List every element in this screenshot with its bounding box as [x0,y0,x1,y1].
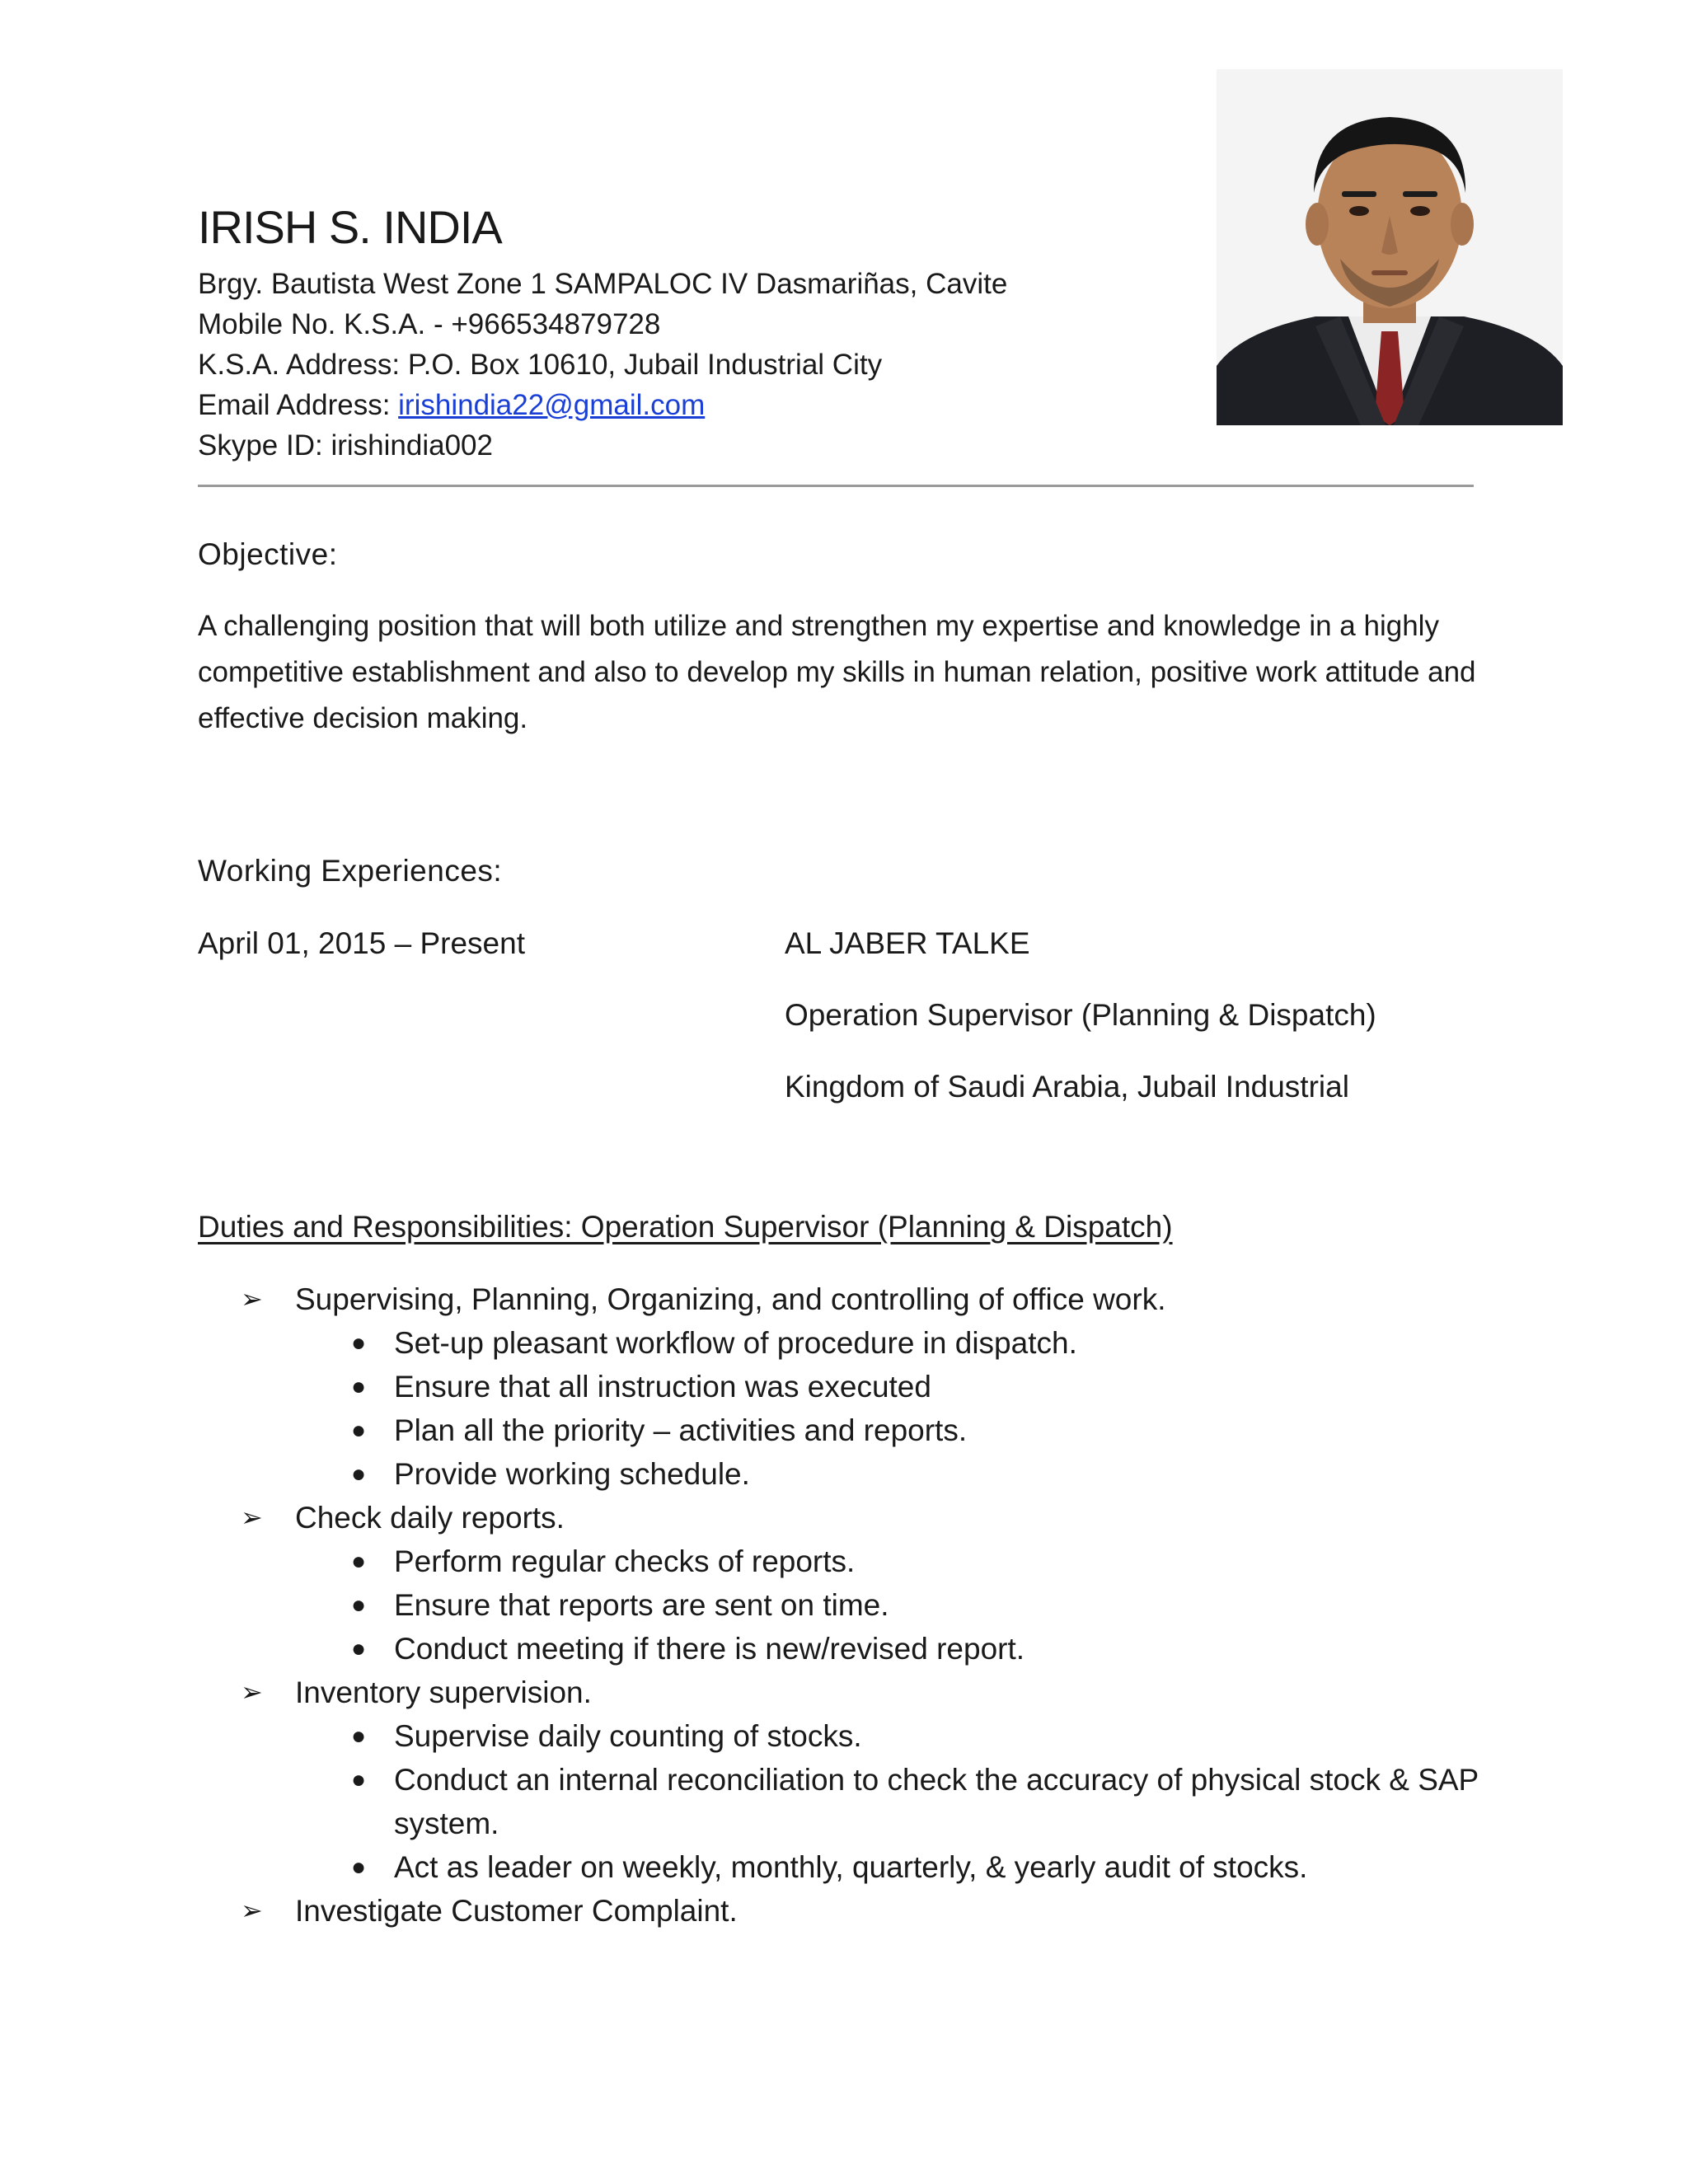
bullet-icon: ● [351,1722,367,1750]
sub-list [198,1714,1484,1889]
duty-text: Check daily reports. [295,1501,565,1535]
arrow-bullet-icon: ➢ [241,1896,263,1925]
bullet-icon: ● [351,1417,367,1444]
sub-item [198,1714,1484,1758]
duty-item [198,1671,1484,1714]
sub-item [198,1452,1484,1496]
bullet-icon: ● [351,1373,367,1400]
duties-heading: Duties and Responsibilities: Operation Supervisor (Planning & Dispatch) [198,1210,1173,1244]
sub-item-text: Provide working schedule. [394,1457,750,1491]
duty-item [198,1496,1484,1540]
sub-list [198,1321,1484,1496]
experience-location: Kingdom of Saudi Arabia, Jubail Industrial [785,1070,1349,1104]
sub-list [198,1540,1484,1671]
objective-text: A challenging position that will both utilize and strengthen my expertise and knowledge in a highly competitive establishment and also to develop my skills in human relation, positive work attitude and effective decision making. [198,610,1476,734]
sub-item-text: Ensure that all instruction was executed [394,1370,931,1404]
sub-item-text: Supervise daily counting of stocks. [394,1719,862,1753]
header-divider [198,485,1474,487]
duty-item [198,1889,1484,1933]
sub-item-text: Perform regular checks of reports. [394,1544,856,1578]
experience-date-range: April 01, 2015 – Present [198,926,525,960]
sub-item-text: Ensure that reports are sent on time. [394,1588,889,1622]
bullet-icon: ● [351,1548,367,1575]
sub-item-text: Plan all the priority – activities and reports. [394,1413,968,1447]
email-line [198,385,1007,425]
sub-item-text: Conduct meeting if there is new/revised report. [394,1632,1025,1666]
work-experience-heading: Working Experiences: [198,854,503,888]
email-link[interactable]: irishindia22@gmail.com [398,389,706,421]
sub-item [198,1627,1484,1671]
home-address: Brgy. Bautista West Zone 1 SAMPALOC IV Dasmariñas, Cavite [198,268,1008,300]
bullet-icon: ● [351,1329,367,1357]
duty-item [198,1277,1484,1321]
sub-item [198,1408,1484,1452]
sub-item [198,1758,1484,1845]
experience-company: AL JABER TALKE [785,926,1030,960]
bullet-icon: ● [351,1591,367,1619]
arrow-bullet-icon: ➢ [241,1502,263,1532]
duties-list [198,1277,1484,1933]
sub-item [198,1845,1484,1889]
mobile-number: Mobile No. K.S.A. - +966534879728 [198,308,661,340]
skype-id: Skype ID: irishindia002 [198,429,493,462]
profile-photo [1217,69,1563,425]
duty-text: Investigate Customer Complaint. [295,1894,738,1928]
sub-item [198,1321,1484,1365]
sub-item-text: Set-up pleasant workflow of procedure in dispatch. [394,1326,1077,1360]
bullet-icon: ● [351,1854,367,1881]
bullet-icon: ● [351,1460,367,1488]
duty-text: Inventory supervision. [295,1675,592,1709]
sub-item [198,1365,1484,1408]
email-label: Email Address: [198,389,399,421]
sub-item-text: Conduct an internal reconciliation to check the accuracy of physical stock & SAP system. [394,1763,1479,1840]
duty-text: Supervising, Planning, Organizing, and controlling of office work. [295,1282,1166,1316]
experience-position: Operation Supervisor (Planning & Dispatch) [785,998,1376,1032]
sub-item [198,1583,1484,1627]
bullet-icon: ● [351,1635,367,1662]
arrow-bullet-icon: ➢ [241,1284,263,1314]
sub-item [198,1540,1484,1583]
arrow-bullet-icon: ➢ [241,1677,263,1707]
sub-item-text: Act as leader on weekly, monthly, quarterly, & yearly audit of stocks. [394,1850,1308,1884]
ksa-address: K.S.A. Address: P.O. Box 10610, Jubail Industrial City [198,349,883,381]
bullet-icon: ● [351,1766,367,1793]
contact-block [198,264,1007,466]
objective-heading: Objective: [198,537,338,571]
applicant-name: IRISH S. INDIA [198,201,502,253]
